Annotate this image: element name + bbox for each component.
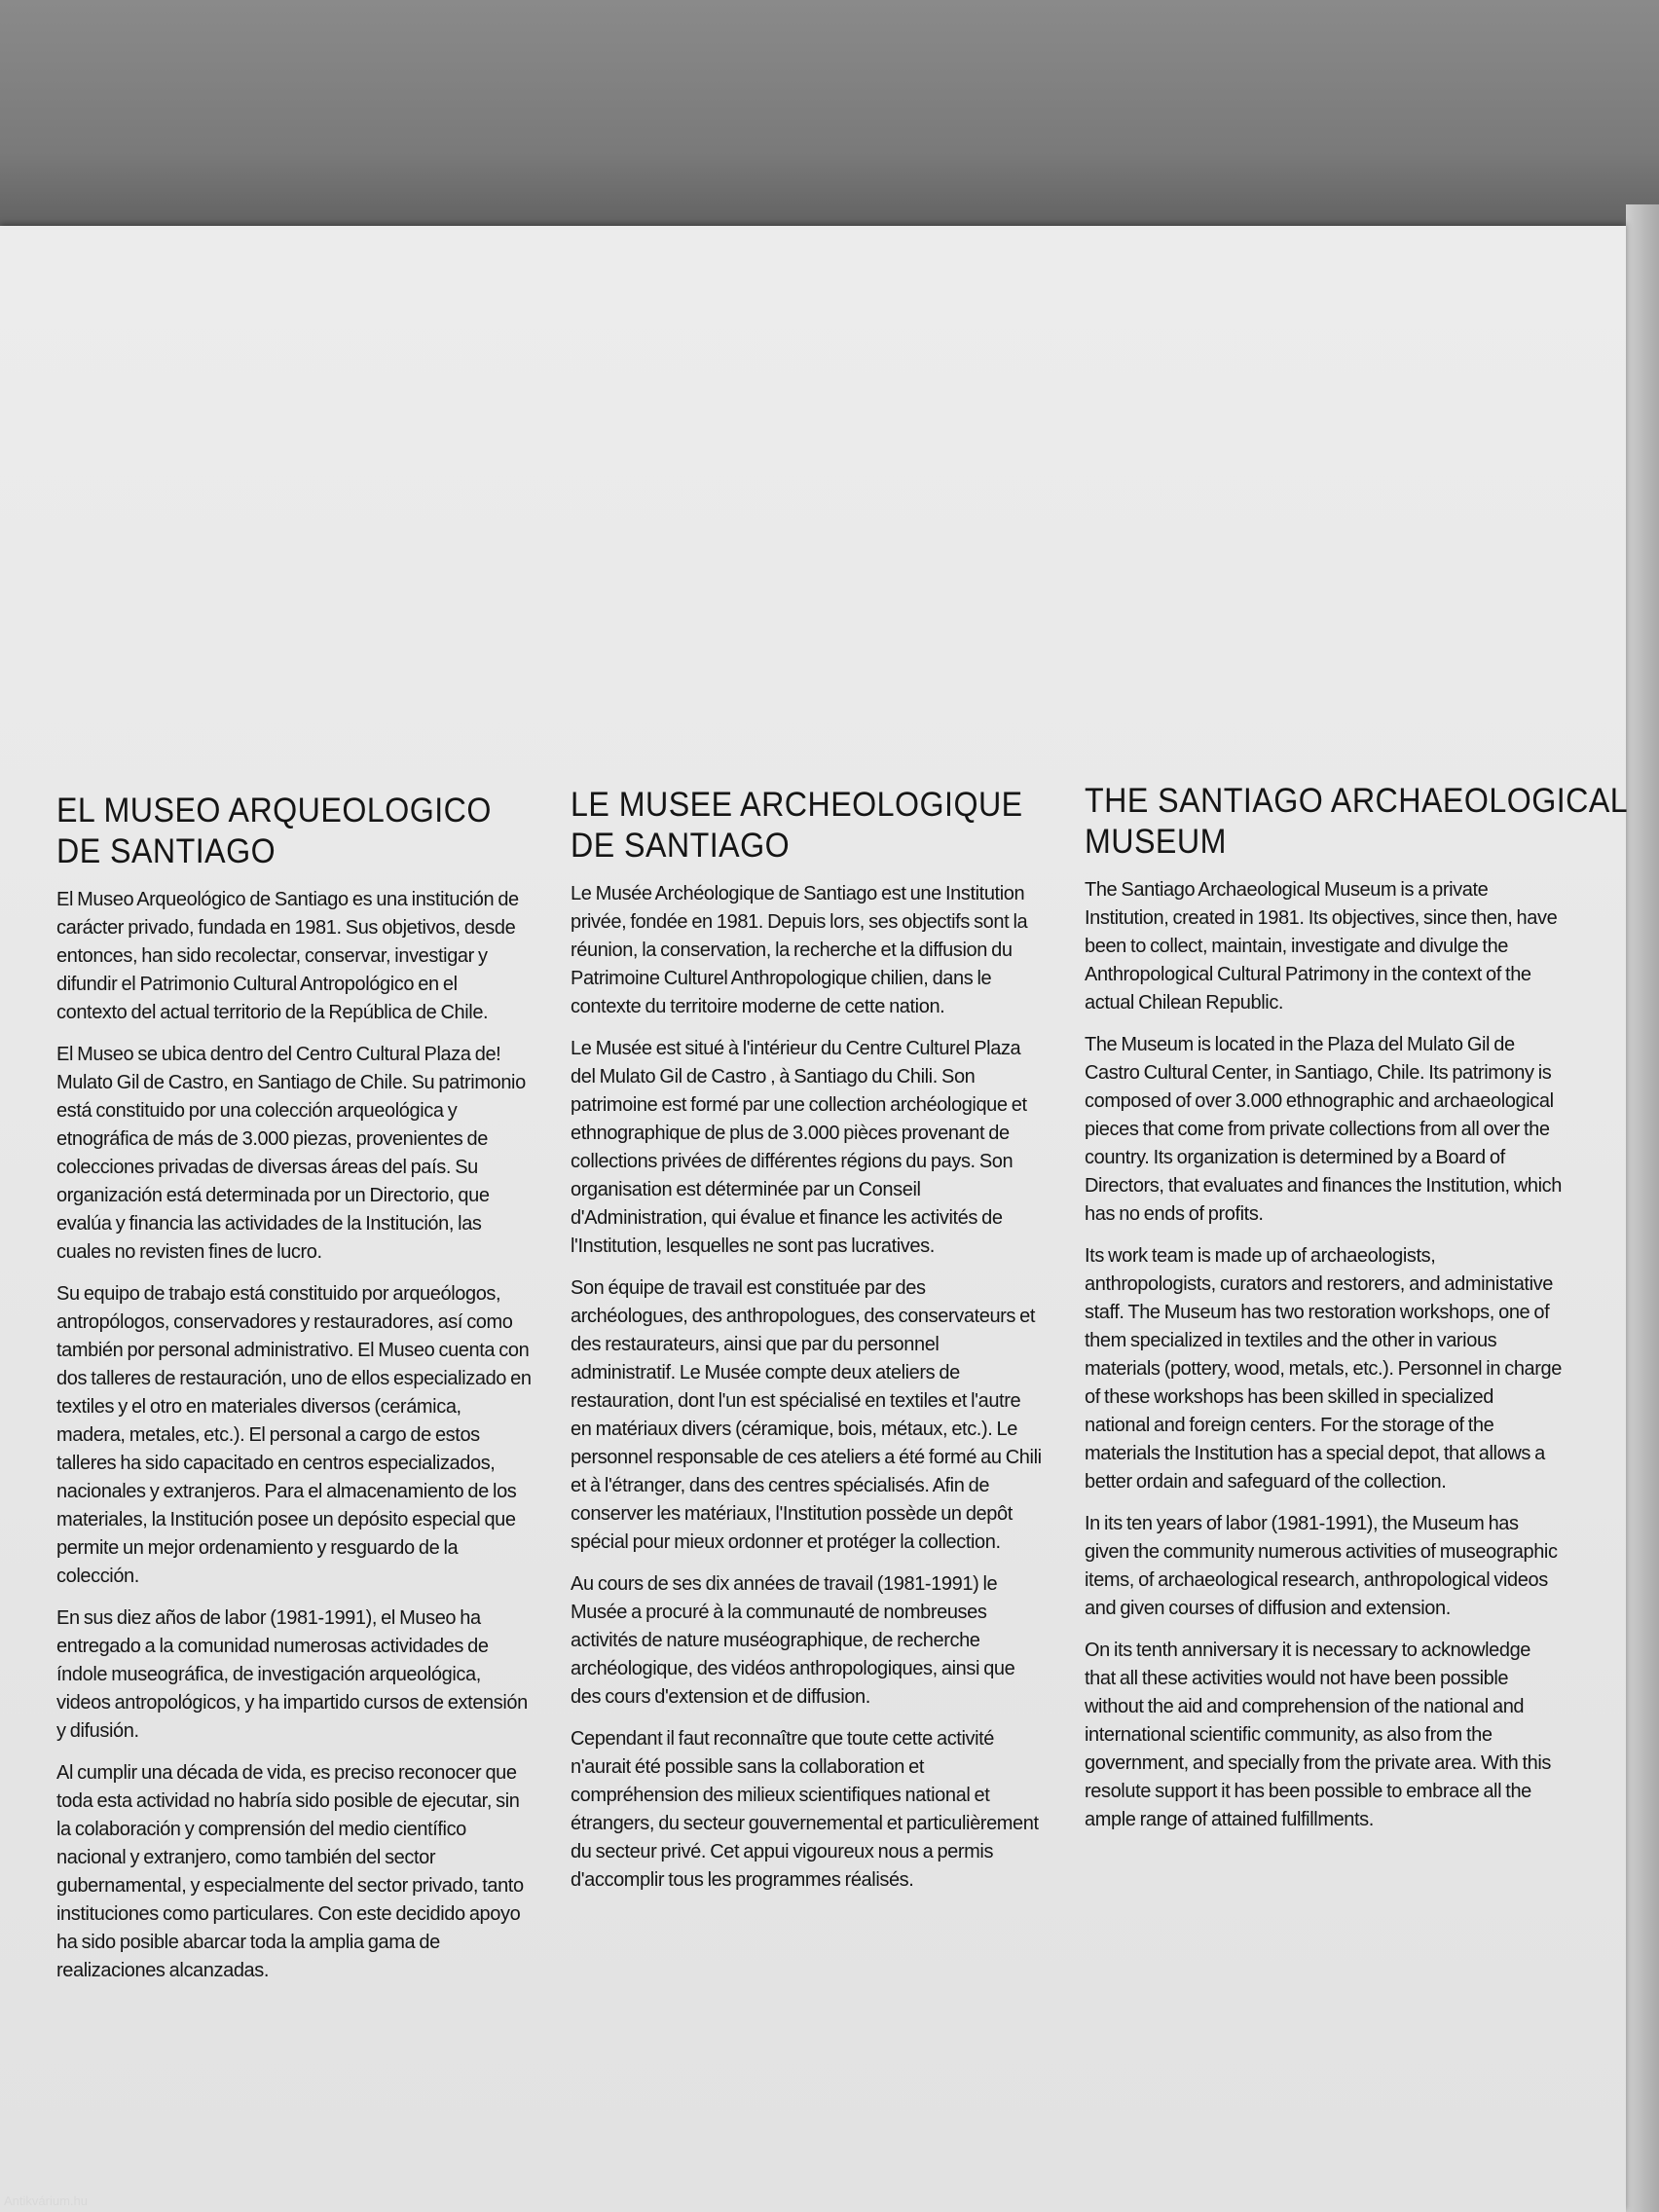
english-paragraph-5: On its tenth anniversary it is necessary to acknowledge that all these activities would not have been possible without the aid and comprehension of the national and international scientific community, as also from the government, and specially from the private area. With this resolute support it has been possible to embrace all the ample range of attained fulfillments. (1085, 1640, 1552, 1830)
page-edge (1626, 204, 1659, 2212)
spanish-heading-line2: DE SANTIAGO (56, 832, 276, 870)
english-heading-line1: THE SANTIAGO ARCHAEOLOGICAL (1085, 782, 1629, 820)
french-heading-line1: LE MUSEE ARCHEOLOGIQUE (571, 786, 1023, 824)
spanish-heading (56, 791, 494, 872)
french-paragraph-4: Au cours de ses dix années de travail (1981-1991) le Musée a procuré à la communauté de nombreuses activités de nature muséographique, de recherche archéologique, des vidéos anthropologiques, ainsi que des cours d'extension et de diffusion. (571, 1573, 1015, 1708)
spanish-column (56, 791, 532, 1999)
english-column (1085, 781, 1629, 1848)
french-column (571, 785, 1044, 1908)
spanish-paragraph-2: El Museo se ubica dentro del Centro Cultural Plaza de! Mulato Gil de Castro, en Santiago de Chile. Su patrimonio está constituido por una colección arqueológica y etnográfica de más de 3.000 piezas, provenientes de colecciones privadas de diversas áreas del país. Su organización está determinada por un Directorio, que evalúa y financia las actividades de la Institución, las cuales no revisten fines de lucro. (56, 1044, 526, 1263)
watermark-label: Antikvárium.hu (4, 2194, 88, 2208)
french-paragraph-3: Son équipe de travail est constituée par des archéologues, des anthropologues, des conservateurs et des restaurateurs, ainsi que par du personnel administratif. Le Musée compte deux ateliers de restauration, dont l'un est spécialisé en textiles et l'autre en matériaux divers (céramique, bois, métaux, etc.). Le personnel responsable de ces ateliers a été formé au Chili et à l'étranger, dans des centres spécialisés. Afin de conserver les matériaux, l'Institution possède un depôt spécial pour mieux ordonner et protéger la collection. (571, 1277, 1042, 1553)
french-paragraph-5: Cependant il faut reconnaître que toute cette activité n'aurait été possible sans la collaboration et compréhension des milieux scientifiques national et étrangers, du secteur gouvernemental et particulièrement du secteur privé. Cet appui vigoureux nous a permis d'accomplir tous les programmes réalisés. (571, 1728, 1039, 1891)
french-heading-line2: DE SANTIAGO (571, 827, 791, 865)
english-heading (1085, 781, 1629, 863)
french-heading (571, 785, 1023, 866)
book-page (0, 226, 1629, 2212)
english-paragraph-4: In its ten years of labor (1981-1991), the Museum has given the community numerous activities of museographic items, of archaeological research, anthropological videos and given courses of diffusion and extension. (1085, 1513, 1558, 1619)
spanish-paragraph-1: El Museo Arqueológico de Santiago es una institución de carácter privado, fundada en 1981. Sus objetivos, desde entonces, han sido recolectar, conservar, investigar y difundir el Patrimonio Cultural Antropológico en el contexto del actual territorio de la República de Chile. (56, 889, 519, 1023)
english-paragraph-3: Its work team is made up of archaeologists, anthropologists, curators and restorers, and administative staff. The Museum has two restoration workshops, one of them specialized in textiles and the other in various materials (pottery, wood, metals, etc.). Personnel in charge of these workshops has been skilled in specialized national and foreign centers. For the storage of the materials the Institution has a special depot, that allows a better ordain and safeguard of the collection. (1085, 1245, 1562, 1493)
french-paragraph-1: Le Musée Archéologique de Santiago est une Institution privée, fondée en 1981. Depuis lors, ses objectifs sont la réunion, la conservation, la recherche et la diffusion du Patrimoine Culturel Anthropologique chilien, dans le contexte du territoire moderne de cette nation. (571, 883, 1028, 1017)
background-surface (0, 0, 1659, 253)
spanish-paragraph-4: En sus diez años de labor (1981-1991), el Museo ha entregado a la comunidad numerosas actividades de índole museográfica, de investigación arqueológica, videos antropológicos, y ha impartido cursos de extensión y difusión. (56, 1607, 528, 1742)
spanish-heading-line1: EL MUSEO ARQUEOLOGICO (56, 792, 492, 830)
english-paragraph-2: The Museum is located in the Plaza del Mulato Gil de Castro Cultural Center, in Santiago, Chile. Its patrimony is composed of over 3.000 ethnographic and archaeological pieces that come from private collections from all over the country. Its organization is determined by a Board of Directors, that evaluates and finances the Institution, which has no ends of profits. (1085, 1034, 1562, 1225)
english-heading-line2: MUSEUM (1085, 823, 1227, 861)
spanish-paragraph-3: Su equipo de trabajo está constituido por arqueólogos, antropólogos, conservadores y restauradores, así como también por personal administrativo. El Museo cuenta con dos talleres de restauración, uno de ellos especializado en textiles y el otro en materiales diversos (cerámica, madera, metales, etc.). El personal a cargo de estos talleres ha sido capacitado en centros especializados, nacionales y extranjeros. Para el almacenamiento de los materiales, la Institución posee un depósito especial que permite un mejor ordenamiento y resguardo de la colección. (56, 1283, 532, 1587)
english-paragraph-1: The Santiago Archaeological Museum is a private Institution, created in 1981. Its objectives, since then, have been to collect, maintain, investigate and divulge the Anthropological Cultural Patrimony in the context of the actual Chilean Republic. (1085, 879, 1558, 1014)
french-paragraph-2: Le Musée est situé à l'intérieur du Centre Culturel Plaza del Mulato Gil de Castro , à Santiago du Chili. Son patrimoine est formé par une collection archéologique et ethnographique de plus de 3.000 pièces provenant de collections privées de différentes régions du pays. Son organisation est déterminée par un Conseil d'Administration, qui évalue et finance les activités de l'Institution, lesquelles ne sont pas lucratives. (571, 1038, 1027, 1257)
spanish-paragraph-5: Al cumplir una década de vida, es preciso reconocer que toda esta actividad no habría sido posible de ejecutar, sin la colaboración y comprensión del medio científico nacional y extranjero, como también del sector gubernamental, y especialmente del sector privado, tanto instituciones como particulares. Con este decidido apoyo ha sido posible abarcar toda la amplia gama de realizaciones alcanzadas. (56, 1762, 524, 1981)
